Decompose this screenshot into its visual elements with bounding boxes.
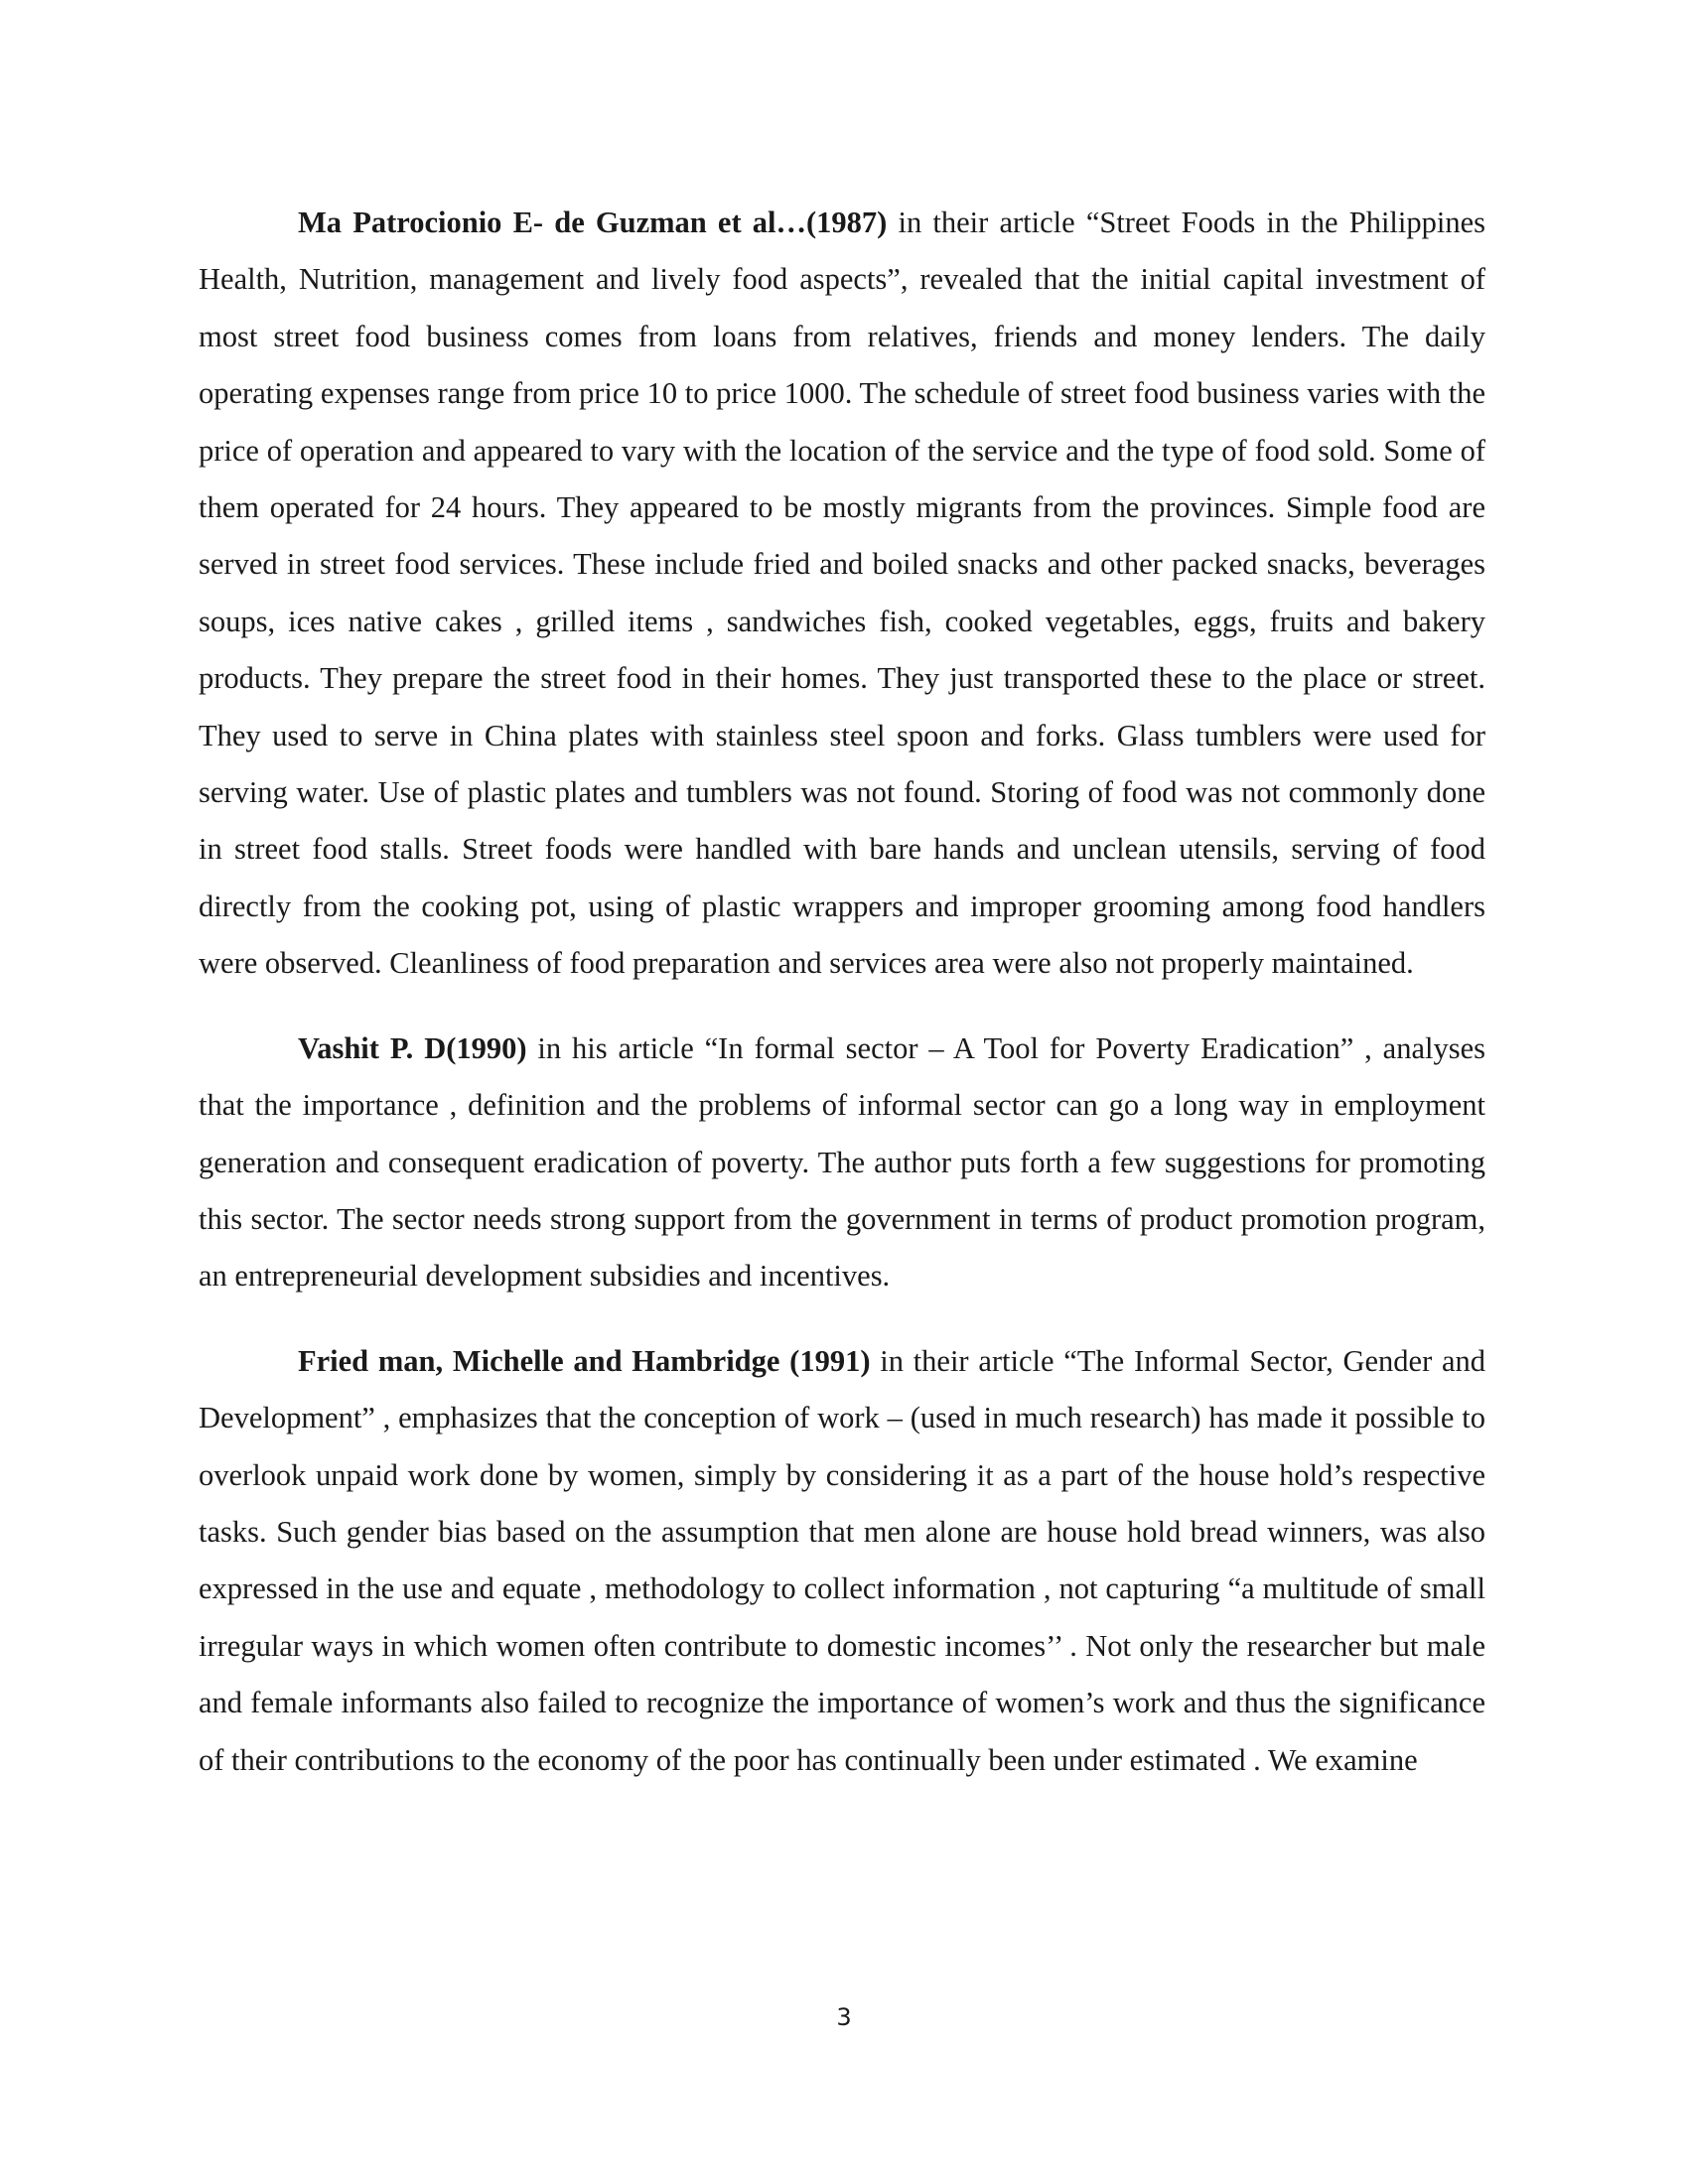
- paragraph-friedman: [199, 1333, 1485, 1789]
- citation-author: Fried man, Michelle and Hambridge (1991): [298, 1343, 871, 1378]
- paragraph-body: in their article “Street Foods in the Philippines Health, Nutrition, management and lively food aspects”, revealed that the initial capital investment of most street food business comes from loans from relatives, friends and money lenders. The daily operating expenses range from price 10 to price 1000. The schedule of street food business varies with the price of operation and appeared to vary with the location of the service and the type of food sold. Some of them operated for 24 hours. They appeared to be mostly migrants from the provinces. Simple food are served in street food services. These include fried and boiled snacks and other packed snacks, beverages soups, ices native cakes , grilled items , sandwiches fish, cooked vegetables, eggs, fruits and bakery products. They prepare the street food in their homes. They just transported these to the place or street. They used to serve in China plates with stainless steel spoon and forks. Glass tumblers were used for serving water. Use of plastic plates and tumblers was not found. Storing of food was not commonly done in street food stalls. Street foods were handled with bare hands and unclean utensils, serving of food directly from the cooking pot, using of plastic wrappers and improper grooming among food handlers were observed. Cleanliness of food preparation and services area were also not properly maintained.: [199, 205, 1485, 981]
- body-text: [199, 195, 1485, 1817]
- page-number: 3: [836, 2003, 852, 2031]
- paragraph-body: in his article “In formal sector – A Tool for Poverty Eradication” , analyses that the importance , definition and the problems of informal sector can go a long way in employment generation and consequent eradication of poverty. The author puts forth a few suggestions for promoting this sector. The sector needs strong support from the government in terms of product promotion program, an entrepreneurial development subsidies and incentives.: [199, 1030, 1485, 1294]
- citation-author: Vashit P. D(1990): [298, 1030, 527, 1065]
- paragraph-guzman: [199, 195, 1485, 993]
- paragraph-body: in their article “The Informal Sector, Gender and Development” , emphasizes that the conception of work – (used in much research) has made it possible to overlook unpaid work done by women, simply by considering it as a part of the house hold’s respective tasks. Such gender bias based on the assumption that men alone are house hold bread winners, was also expressed in the use and equate , methodology to collect information , not capturing “a multitude of small irregular ways in which women often contribute to domestic incomes’’ . Not only the researcher but male and female informants also failed to recognize the importance of women’s work and thus the significance of their contributions to the economy of the poor has continually been under estimated . We examine: [199, 1343, 1486, 1777]
- citation-author: Ma Patrocionio E- de Guzman et al…(1987): [298, 205, 888, 239]
- paragraph-vashit: [199, 1021, 1485, 1305]
